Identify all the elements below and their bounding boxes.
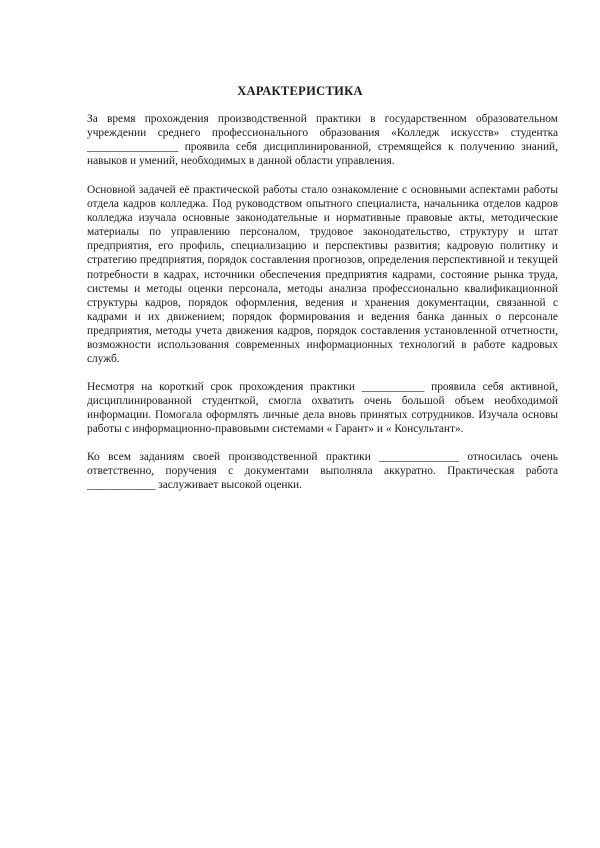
paragraph-achievements: Несмотря на короткий срок прохождения практики ___________ проявила себя активной, дисциплинированной студенткой, смогла охватить очень большой объем необходимой информации. Помогала оформлять личные дела вновь принятых сотрудников. Изучала основы работы с информационно-правовыми системами « Гарант» и « Консультант». <box>87 381 558 436</box>
paragraph-introduction: За время прохождения производственной практики в государственном образовательном учреждении среднего профессионального образования «Колледж искусств» студентка ________________ проявила себя дисциплинированной, стремящейся к получению знаний, навыков и умений, необходимых в данной области управления. <box>87 113 558 168</box>
document-title: ХАРАКТЕРИСТИКА <box>237 84 363 98</box>
paragraph-conclusion: Ко всем заданиям своей производственной практики ______________ относилась очень ответственно, поручения с документами выполняла аккуратно. Практическая работа ____________ заслуживает высокой оценки. <box>87 451 558 492</box>
paragraph-main-tasks: Основной задачей её практической работы стало ознакомление с основными аспектами работы отдела кадров колледжа. Под руководством опытного специалиста, начальника отделов кадров колледжа изучала основные законодательные и нормативные правовые акты, методические материалы по управлению персоналом, трудовое законодательство, структуру и штат предприятия, его профиль, специализацию и перспективы развития; кадровую политику и стратегию предприятия, порядок составления прогнозов, определения перспективной и текущей потребности в кадрах, источники обеспечения предприятия кадрами, состояние рынка труда, системы и методы оценки персонала, методы анализа профессионально квалификационной структуры кадров, порядок оформления, ведения и хранения документации, связанной с кадрами и их движением; порядок формирования и ведения банка данных о персонале предприятия, методы учета движения кадров, порядок составления установленной отчетности, возможности использования современных информационных технологий в работе кадровых служб. <box>87 184 558 366</box>
